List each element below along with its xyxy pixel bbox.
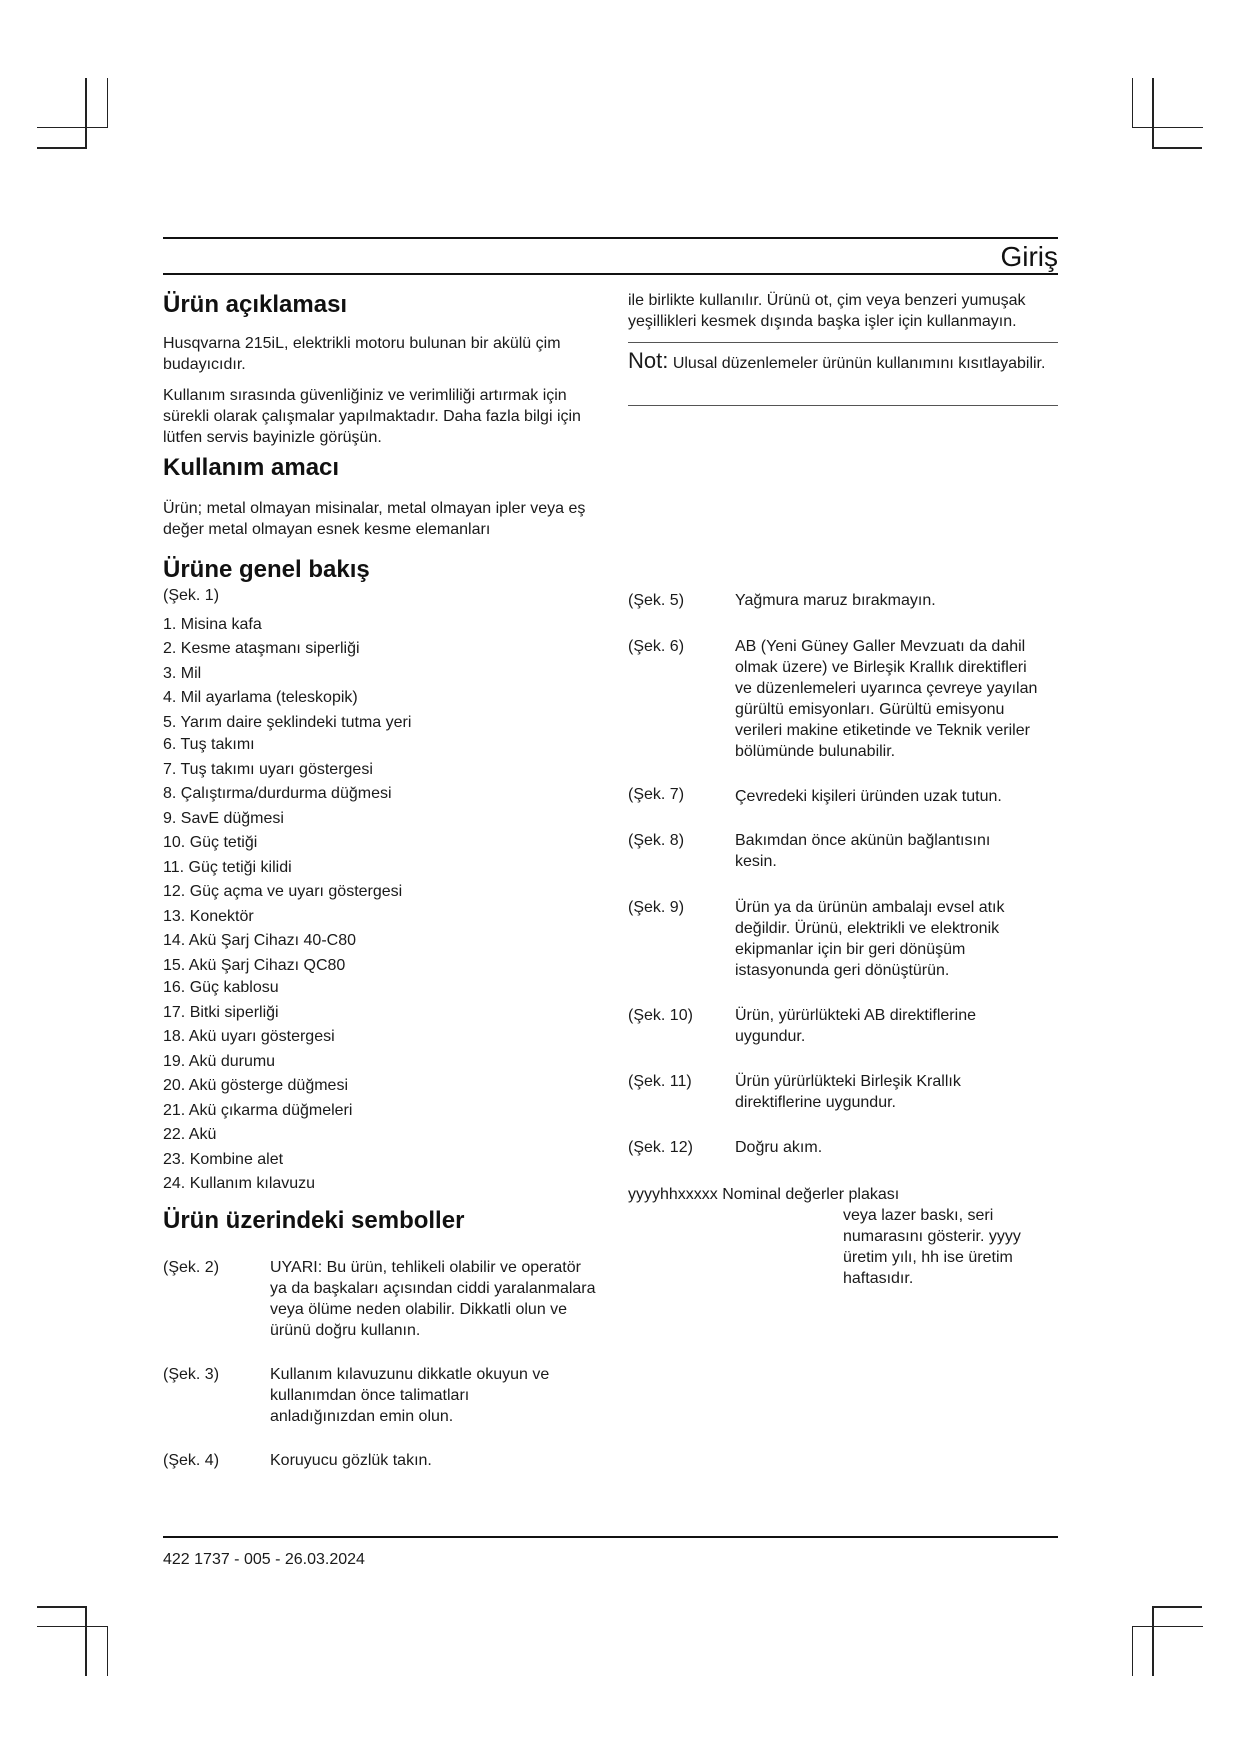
note-text: Ulusal düzenlemeler ürünün kullanımını kısıtlayabilir. bbox=[672, 355, 1046, 372]
symbol-text: Doğru akım. bbox=[735, 1139, 823, 1156]
rating-plate-desc bbox=[843, 1205, 1053, 1289]
list-item: 2. Kesme ataşmanı siperliği bbox=[163, 640, 360, 657]
rating-plate-title bbox=[628, 1184, 1068, 1205]
note-rule-top bbox=[628, 342, 1058, 343]
footer-docref: 422 1737 - 005 - 26.03.2024 bbox=[163, 1551, 365, 1568]
section-heading: Kullanım amacı bbox=[163, 454, 340, 481]
list-item: 15. Akü Şarj Cihazı QC80 bbox=[163, 957, 346, 974]
footer-rule bbox=[163, 1536, 1058, 1538]
crop-mark-tl-v1 bbox=[85, 78, 87, 148]
symbol-text: UYARI: Bu ürün, tehlikeli olabilir ve operatör ya da başkaları açısından ciddi yaralanmalara veya ölüme neden olabilir. Dikkatli olun ve ürünü doğru kullanın. bbox=[270, 1259, 596, 1339]
crop-mark-bl-h1 bbox=[37, 1606, 87, 1608]
symbol-ref: (Şek. 7) bbox=[628, 786, 685, 803]
section-semboller bbox=[163, 1206, 598, 1236]
section-kullanim-amaci bbox=[163, 453, 598, 540]
header-rule-top bbox=[163, 237, 1058, 239]
list-item: 20. Akü gösterge düğmesi bbox=[163, 1077, 349, 1094]
crop-mark-bl-v1 bbox=[85, 1606, 87, 1676]
crop-mark-br-v2 bbox=[1132, 1626, 1133, 1676]
rating-plate-line bbox=[628, 1184, 1068, 1205]
list-item: 16. Güç kablosu bbox=[163, 979, 279, 996]
rating-code: yyyyhhxxxxx bbox=[628, 1186, 718, 1203]
section-heading: Ürüne genel bakış bbox=[163, 556, 370, 583]
crop-mark-tr-h2 bbox=[1132, 127, 1203, 128]
crop-mark-br-v1 bbox=[1152, 1606, 1154, 1676]
crop-mark-br-h1 bbox=[1152, 1606, 1202, 1608]
list-item: 24. Kullanım kılavuzu bbox=[163, 1175, 316, 1192]
crop-mark-tl-v2 bbox=[107, 78, 108, 128]
section-urun-aciklamasi bbox=[163, 290, 598, 448]
list-item: 3. Mil bbox=[163, 665, 202, 682]
crop-mark-tr-v2 bbox=[1132, 78, 1133, 128]
rating-label: Nominal değerler plakası bbox=[722, 1186, 900, 1203]
symbol-text: Ürün, yürürlükteki AB direktiflerine uygundur. bbox=[735, 1007, 976, 1045]
list-item: 18. Akü uyarı göstergesi bbox=[163, 1028, 335, 1045]
list-item: 10. Güç tetiği bbox=[163, 834, 258, 851]
list-item: 6. Tuş takımı bbox=[163, 736, 255, 753]
note-label: Not: bbox=[628, 348, 669, 373]
symbol-ref: (Şek. 6) bbox=[628, 638, 685, 655]
symbol-text: Ürün ya da ürünün ambalajı evsel atık değildir. Ürünü, elektrikli ve elektronik ekipmanlar için bir geri dönüşüm istasyonunda geri dönüştürün. bbox=[735, 899, 1005, 979]
crop-mark-tl-h2 bbox=[37, 127, 108, 128]
symbol-ref: (Şek. 12) bbox=[628, 1139, 693, 1156]
list-item: 14. Akü Şarj Cihazı 40-C80 bbox=[163, 932, 356, 949]
symbol-ref: (Şek. 5) bbox=[628, 592, 685, 609]
header-rule-bottom bbox=[163, 273, 1058, 275]
crop-mark-bl-h2 bbox=[37, 1626, 108, 1627]
symbol-ref: (Şek. 4) bbox=[163, 1452, 220, 1469]
section-heading: Ürün açıklaması bbox=[163, 291, 348, 318]
list-item: 17. Bitki siperliği bbox=[163, 1004, 279, 1021]
symbol-ref: (Şek. 3) bbox=[163, 1366, 220, 1383]
symbol-ref: (Şek. 2) bbox=[163, 1259, 220, 1276]
crop-mark-tr-v1 bbox=[1152, 78, 1154, 148]
list-item: 22. Akü bbox=[163, 1126, 217, 1143]
symbol-text: Koruyucu gözlük takın. bbox=[270, 1452, 432, 1469]
list-item: 19. Akü durumu bbox=[163, 1053, 276, 1070]
symbol-ref: (Şek. 11) bbox=[628, 1073, 692, 1090]
list-item: 4. Mil ayarlama (teleskopik) bbox=[163, 689, 358, 706]
crop-mark-tr-h1 bbox=[1152, 147, 1202, 149]
symbol-text: Kullanım kılavuzunu dikkatle okuyun ve kullanımdan önce talimatları anladığınızdan emin olun. bbox=[270, 1366, 550, 1425]
list-item: 12. Güç açma ve uyarı göstergesi bbox=[163, 883, 403, 900]
symbol-ref: (Şek. 9) bbox=[628, 899, 685, 916]
paragraph: Kullanım sırasında güvenliğiniz ve verimliliği artırmak için sürekli olarak çalışmalar yapılmaktadır. Daha fazla bilgi için lütfen servis bayinizle görüşün. bbox=[163, 387, 581, 446]
paragraph: veya lazer baskı, seri numarasını gösterir. yyyy üretim yılı, hh ise üretim haftasıdır. bbox=[843, 1207, 1021, 1287]
list-item: 1. Misina kafa bbox=[163, 616, 262, 633]
list-item: 7. Tuş takımı uyarı göstergesi bbox=[163, 761, 373, 778]
list-item: 8. Çalıştırma/durdurma düğmesi bbox=[163, 785, 392, 802]
note-rule-bottom bbox=[628, 405, 1058, 406]
crop-mark-br-h2 bbox=[1132, 1626, 1203, 1627]
list-item: 23. Kombine alet bbox=[163, 1151, 284, 1168]
section-urune-genel-bakis bbox=[163, 555, 598, 606]
crop-mark-bl-v2 bbox=[107, 1626, 108, 1676]
figure-ref: (Şek. 1) bbox=[163, 587, 220, 604]
symbol-ref: (Şek. 8) bbox=[628, 832, 685, 849]
symbol-text: Yağmura maruz bırakmayın. bbox=[735, 592, 936, 609]
symbol-text: Çevredeki kişileri üründen uzak tutun. bbox=[735, 788, 1002, 805]
symbol-text: Ürün yürürlükteki Birleşik Krallık direktiflerine uygundur. bbox=[735, 1073, 961, 1111]
list-item: 13. Konektör bbox=[163, 908, 254, 925]
continued-paragraph bbox=[628, 290, 1068, 332]
list-item: 9. SavE düğmesi bbox=[163, 810, 284, 827]
page-title: Giriş bbox=[1000, 241, 1058, 272]
paragraph: ile birlikte kullanılır. Ürünü ot, çim veya benzeri yumuşak yeşillikleri kesmek dışında başka işler için kullanmayın. bbox=[628, 292, 1026, 330]
section-heading: Ürün üzerindeki semboller bbox=[163, 1207, 465, 1234]
note-paragraph bbox=[628, 350, 1048, 374]
symbol-text: Bakımdan önce akünün bağlantısını kesin. bbox=[735, 832, 991, 870]
list-item: 11. Güç tetiği kilidi bbox=[163, 859, 292, 876]
paragraph: Ürün; metal olmayan misinalar, metal olmayan ipler veya eş değer metal olmayan esnek kesme elemanları bbox=[163, 500, 586, 538]
symbol-text: AB (Yeni Güney Galler Mevzuatı da dahil olmak üzere) ve Birleşik Krallık direktifleri ve düzenlemeleri uyarınca çevreye yayılan gürültü emisyonları. Gürültü emisyonu verileri makine etiketinde ve Teknik veriler bölümünde bulunabilir. bbox=[735, 638, 1038, 760]
paragraph: Husqvarna 215iL, elektrikli motoru bulunan bir akülü çim budayıcıdır. bbox=[163, 335, 561, 373]
crop-mark-tl-h1 bbox=[37, 147, 87, 149]
list-item: 21. Akü çıkarma düğmeleri bbox=[163, 1102, 353, 1119]
note bbox=[628, 350, 1048, 374]
symbol-ref: (Şek. 10) bbox=[628, 1007, 693, 1024]
list-item: 5. Yarım daire şeklindeki tutma yeri bbox=[163, 714, 412, 731]
